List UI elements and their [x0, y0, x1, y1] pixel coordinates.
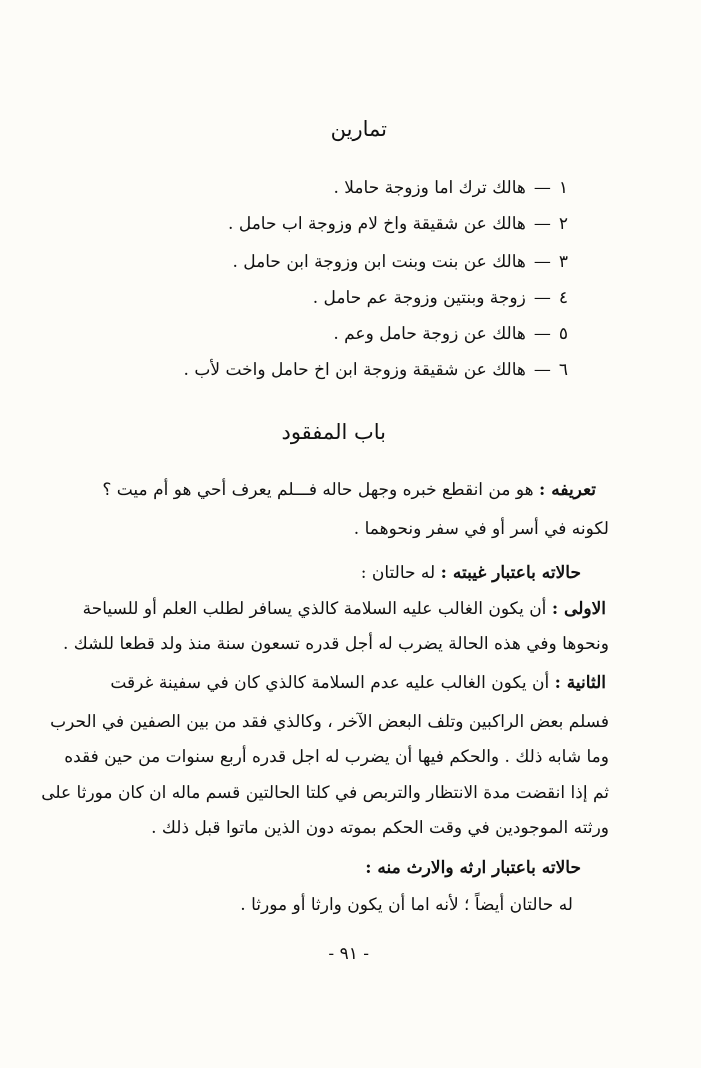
exercise-item — [184, 358, 568, 382]
absence-heading-rest: له حالتان : — [360, 563, 436, 583]
dash-separator: — — [533, 214, 551, 234]
case-second-label: الثانية : — [554, 673, 606, 693]
case-first-text: أن يكون الغالب عليه السلامة كالذي يسافر لطلب العلم أو للسياحة — [82, 599, 547, 619]
definition-line — [102, 478, 596, 502]
case-first-line — [83, 597, 606, 621]
dash-separator: — — [533, 288, 551, 308]
dash-separator: — — [533, 252, 551, 272]
exercises-title: تمارين — [330, 117, 387, 141]
dash-separator: — — [533, 360, 551, 380]
item-number: ٣ — [558, 252, 568, 272]
exercise-item — [228, 212, 568, 236]
definition-line-2: لكونه في أسر أو في سفر ونحوهما . — [353, 519, 609, 539]
exercise-item — [232, 250, 568, 274]
item-number: ٦ — [558, 360, 568, 380]
definition-text: هو من انقطع خبره وجهل حاله فـــلم يعرف أحي هو أم ميت ؟ — [102, 480, 534, 500]
page-number: - ٩١ - — [328, 944, 369, 964]
case-first-label: الاولى : — [551, 599, 606, 619]
exercise-item — [313, 286, 568, 310]
exercise-item — [333, 322, 568, 346]
item-text: هالك ترك اما وزوجة حاملا . — [333, 178, 526, 198]
definition-label: تعريفه : — [539, 480, 596, 500]
case-second-line-3: وما شابه ذلك . والحكم فيها أن يضرب له اجل قدره أربع سنوات من حين فقده — [64, 747, 609, 767]
item-number: ١ — [558, 178, 568, 198]
item-text: هالك عن بنت وبنت ابن وزوجة ابن حامل . — [232, 252, 526, 272]
item-number: ٥ — [558, 324, 568, 344]
case-second-line — [110, 671, 606, 695]
dash-separator: — — [533, 178, 551, 198]
item-text: زوجة وبنتين وزوجة عم حامل . — [312, 288, 526, 308]
case-first-line-2: ونحوها وفي هذه الحالة يضرب له أجل قدره تسعون سنة منذ ولد قطعا للشك . — [62, 634, 609, 654]
item-text: هالك عن شقيقة وزوجة ابن اخ حامل واخت لأب . — [183, 360, 526, 380]
absence-heading — [361, 561, 581, 585]
section-title: باب المفقود — [281, 420, 386, 444]
item-number: ٢ — [558, 214, 568, 234]
inheritance-line: له حالتان أيضاً ؛ لأنه اما أن يكون وارثا أو مورثا . — [240, 895, 573, 915]
case-second-line-4: ثم إذا انقضت مدة الانتظار والتربص في كلتا الحالتين قسم ماله ان كان مورثا على — [41, 783, 609, 803]
case-second-text: أن يكون الغالب عليه عدم السلامة كالذي كان في سفينة غرقت — [110, 673, 550, 693]
case-second-line-5: ورثته الموجودين في وقت الحكم بموته دون الذين ماتوا قبل ذلك . — [151, 818, 609, 838]
item-number: ٤ — [558, 288, 568, 308]
dash-separator: — — [533, 324, 551, 344]
item-text: هالك عن زوجة حامل وعم . — [333, 324, 526, 344]
case-second-line-2: فسلم بعض الراكبين وتلف البعض الآخر ، وكالذي فقد من بين الصفين في الحرب — [50, 712, 609, 732]
exercise-item — [333, 176, 568, 200]
absence-heading-label: حالاته باعتبار غيبته : — [440, 563, 581, 583]
item-text: هالك عن شقيقة واخ لام وزوجة اب حامل . — [228, 214, 526, 234]
inheritance-heading: حالاته باعتبار ارثه والارث منه : — [365, 858, 581, 878]
